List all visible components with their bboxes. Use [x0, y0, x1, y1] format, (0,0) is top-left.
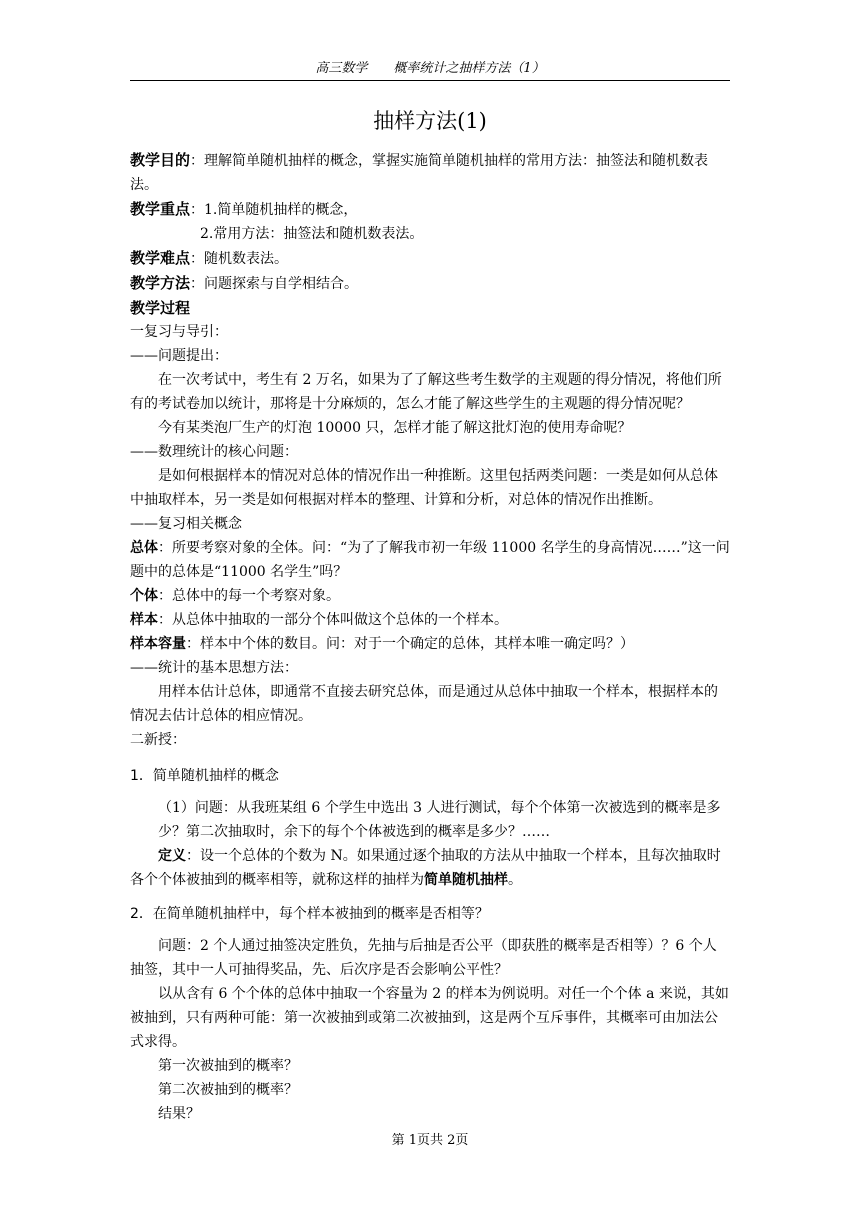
section-2-question-1: 第一次被抽到的概率？ — [158, 1058, 298, 1074]
page-footer: 第 1页共 2页 — [391, 1133, 469, 1148]
running-header — [130, 60, 730, 78]
idea-paragraph: 用样本估计总体，即通常不直接去研究总体，而是通过从总体中抽取一个样本，根据样本的情况去估计总体的相应情况。 — [130, 684, 718, 724]
difficulty-label: 教学难点 — [130, 249, 191, 267]
method-label: 教学方法 — [130, 274, 191, 292]
individual-label: 个体 — [130, 588, 158, 604]
header-topic: 概率统计之抽样方法（1） — [393, 61, 545, 76]
document-body — [130, 108, 730, 1126]
method: 教学方法：问题探索与自学相结合。 — [130, 274, 359, 292]
method-text: 问题探索与自学相结合。 — [204, 276, 359, 292]
header-rule — [130, 80, 730, 81]
key-point-2: 2.常用方法：抽签法和随机数表法。 — [200, 226, 424, 242]
population-definition: 总体：所要考察对象的全体。问：“为了了解我市初一年级 11000 名学生的身高情况……”这一问题中的总体是“11000 名学生”吗？ — [130, 540, 730, 580]
section-2-title: 在简单随机抽样中，每个样本被抽到的概率是否相等？ — [152, 906, 489, 922]
question-paragraph-2: 今有某类泡厂生产的灯泡 10000 只，怎样才能了解这批灯泡的使用寿命呢？ — [158, 420, 632, 436]
population-label: 总体 — [130, 540, 158, 556]
definition-term: 简单随机抽样 — [424, 872, 508, 888]
section-2-heading: 2．在简单随机抽样中，每个样本被抽到的概率是否相等？ — [130, 906, 489, 922]
section-1-question: （1）问题：从我班某组 6 个学生中选出 3 人进行测试，每个个体第一次被选到的概率是多少？第二次抽取时，余下的每个个体被选到的概率是多少？…… — [158, 800, 721, 840]
core-paragraph: 是如何根据样本的情况对总体的情况作出一种推断。这里包括两类问题：一类是如何从总体中抽取样本，另一类是如何根据对样本的整理、计算和分析，对总体的情况作出推断。 — [130, 468, 718, 508]
sample-definition: 样本：从总体中抽取的一部分个体叫做这个总体的一个样本。 — [130, 612, 508, 628]
section-2-paragraph-2: 以从含有 6 个个体的总体中抽取一个容量为 2 的样本为例说明。对任一个个体 a 来说，其如被抽到，只有两种可能：第一次被抽到或第二次被抽到，这是两个互斥事件，其概率可由加法公式求得。 — [130, 986, 729, 1050]
individual-definition: 个体：总体中的每一个考察对象。 — [130, 588, 340, 604]
section-2-question-3: 结果？ — [158, 1106, 200, 1122]
review-heading: 一复习与导引： — [130, 324, 228, 340]
difficulty: 教学难点：随机数表法。 — [130, 249, 289, 267]
objective-text: 理解简单随机抽样的概念，掌握实施简单随机抽样的常用方法：抽签法和随机数表法。 — [130, 153, 709, 193]
header-course: 高三数学 — [315, 61, 368, 76]
core-heading: ——数理统计的核心问题： — [130, 444, 298, 460]
sample-size-definition: 样本容量：样本中个体的数目。问：对于一个确定的总体，其样本唯一确定吗？） — [130, 636, 634, 652]
section-2-question-2: 第二次被抽到的概率？ — [158, 1082, 298, 1098]
key-points-label: 教学重点 — [130, 200, 191, 218]
sample-label: 样本 — [130, 612, 158, 628]
document-title: 抽样方法(1) — [373, 109, 487, 133]
idea-heading: ——统计的基本思想方法： — [130, 660, 298, 676]
section-1-title: 简单随机抽样的概念 — [152, 768, 279, 784]
section-1-heading: 1．简单随机抽样的概念 — [130, 768, 279, 784]
process-label: 教学过程 — [130, 299, 191, 317]
simple-random-sampling-definition: 定义：设一个总体的个数为 N。如果通过逐个抽取的方法从中抽取一个样本，且每次抽取时各个个体被抽到的概率相等，就称这样的抽样为简单随机抽样。 — [130, 848, 721, 888]
key-point-1: 1.简单随机抽样的概念， — [204, 202, 358, 218]
question-paragraph-1: 在一次考试中，考生有 2 万名，如果为了了解这些考生数学的主观题的得分情况，将他们所有的考试卷加以统计，那将是十分麻烦的，怎么才能了解这些学生的主观题的得分情况呢？ — [130, 372, 722, 412]
definition-label: 定义 — [158, 848, 186, 864]
concept-heading: ——复习相关概念 — [130, 516, 242, 532]
objective: 教学目的：理解简单随机抽样的概念，掌握实施简单随机抽样的常用方法：抽签法和随机数表法。 — [130, 151, 709, 193]
difficulty-text: 随机数表法。 — [204, 251, 289, 267]
section-2-paragraph-1: 问题：2 个人通过抽签决定胜负，先抽与后抽是否公平（即获胜的概率是否相等）？6 个人抽签，其中一人可抽得奖品，先、后次序是否会影响公平性？ — [130, 938, 717, 978]
question-heading: ——问题提出： — [130, 348, 228, 364]
new-lesson-heading: 二新授： — [130, 732, 186, 748]
key-points: 教学重点：1.简单随机抽样的概念， — [130, 200, 358, 218]
objective-label: 教学目的 — [130, 151, 191, 169]
sample-size-label: 样本容量 — [130, 636, 186, 652]
